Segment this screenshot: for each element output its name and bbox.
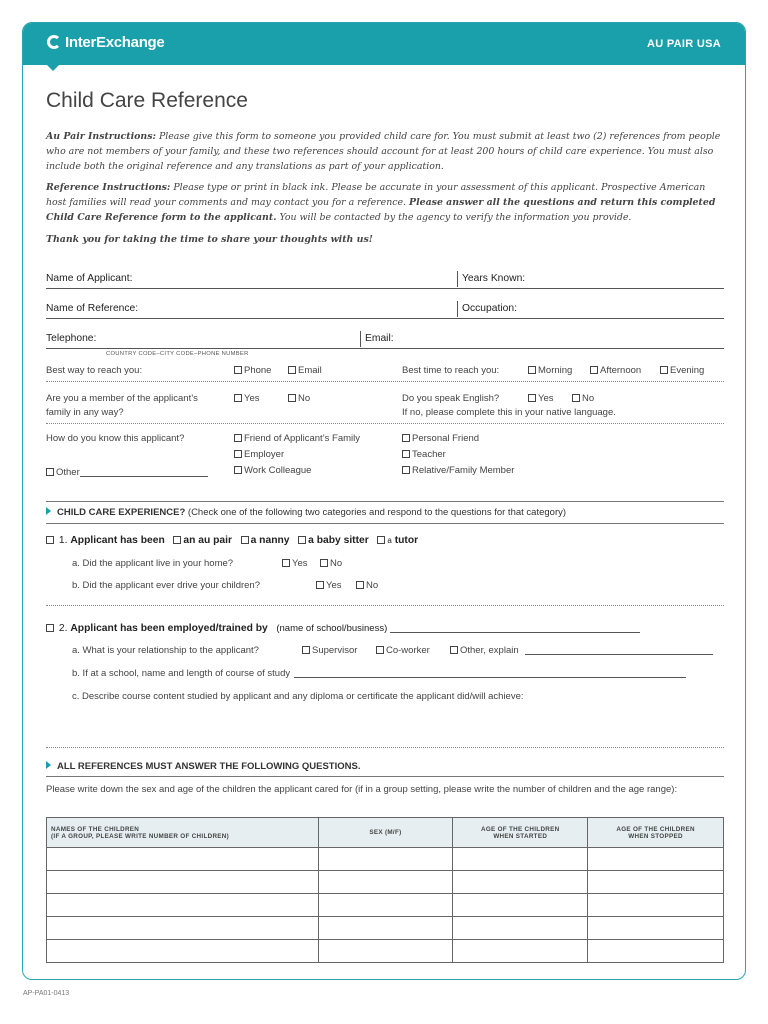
divider <box>457 271 458 287</box>
employer-option[interactable]: Employer <box>234 449 284 460</box>
logo-icon <box>47 35 61 49</box>
family-no-checkbox[interactable] <box>288 394 296 402</box>
occupation-label: Occupation: <box>462 303 517 314</box>
table-row <box>47 917 724 940</box>
tutor-checkbox[interactable] <box>377 536 385 544</box>
table-row <box>47 871 724 894</box>
employer-name-line[interactable] <box>390 632 640 633</box>
personal-friend-checkbox[interactable] <box>402 434 410 442</box>
teacher-option[interactable]: Teacher <box>402 449 446 460</box>
table-cell[interactable] <box>318 940 453 963</box>
table-cell[interactable] <box>318 871 453 894</box>
question-1b: b. Did the applicant ever drive your children? <box>72 580 260 591</box>
afternoon-option[interactable]: Afternoon <box>590 365 641 376</box>
evening-option[interactable]: Evening <box>660 365 704 376</box>
section-arrow-icon <box>46 761 51 769</box>
category-2[interactable]: 2. Applicant has been employed/trained by (name of school/business) <box>46 623 640 634</box>
table-cell[interactable] <box>588 894 724 917</box>
table-cell[interactable] <box>47 917 319 940</box>
evening-checkbox[interactable] <box>660 366 668 374</box>
table-cell[interactable] <box>588 940 724 963</box>
other-explain-line[interactable] <box>525 654 713 655</box>
telephone-label: Telephone: <box>46 333 97 344</box>
divider <box>360 331 361 347</box>
supervisor-option[interactable]: Supervisor <box>302 645 357 656</box>
years-known-label: Years Known: <box>462 273 526 284</box>
col-names: NAMES OF THE CHILDREN (IF A GROUP, PLEASE WRITE NUMBER OF CHILDREN) <box>47 818 319 848</box>
divider-rule <box>46 423 724 424</box>
category-1[interactable]: 1. Applicant has been an au pair a nanny a baby sitter a tutor <box>46 535 418 546</box>
table-cell[interactable] <box>453 848 588 871</box>
col-age-started: AGE OF THE CHILDREN WHEN STARTED <box>453 818 588 848</box>
q1b-no-checkbox[interactable] <box>356 581 364 589</box>
co-worker-checkbox[interactable] <box>376 646 384 654</box>
best-way-label: Best way to reach you: <box>46 365 143 376</box>
relationship-question: How do you know this applicant? <box>46 433 185 444</box>
other-option[interactable]: Other <box>46 467 208 478</box>
children-table <box>46 817 724 963</box>
other-checkbox[interactable] <box>46 468 54 476</box>
form-code: AP-PA01-0413 <box>23 990 70 997</box>
table-cell[interactable] <box>588 917 724 940</box>
family-yes-checkbox[interactable] <box>234 394 242 402</box>
category-2-checkbox[interactable] <box>46 624 54 632</box>
table-cell[interactable] <box>47 940 319 963</box>
table-cell[interactable] <box>588 871 724 894</box>
table-cell[interactable] <box>588 848 724 871</box>
nanny-checkbox[interactable] <box>241 536 249 544</box>
table-cell[interactable] <box>47 894 319 917</box>
reference-name-label: Name of Reference: <box>46 303 139 314</box>
table-cell[interactable] <box>47 871 319 894</box>
work-colleague-option[interactable]: Work Colleague <box>234 465 311 476</box>
form-frame <box>22 22 746 980</box>
table-cell[interactable] <box>453 917 588 940</box>
teacher-checkbox[interactable] <box>402 450 410 458</box>
question-2b: b. If at a school, name and length of course of study <box>72 668 686 679</box>
divider-rule <box>46 747 724 748</box>
other-explain-checkbox[interactable] <box>450 646 458 654</box>
afternoon-checkbox[interactable] <box>590 366 598 374</box>
co-worker-option[interactable]: Co-worker <box>376 645 430 656</box>
morning-checkbox[interactable] <box>528 366 536 374</box>
children-table-header <box>47 818 724 848</box>
header-bar <box>23 23 745 65</box>
program-label: AU PAIR USA <box>647 38 721 50</box>
morning-option[interactable]: Morning <box>528 365 572 376</box>
table-cell[interactable] <box>453 871 588 894</box>
best-time-label: Best time to reach you: <box>402 365 500 376</box>
col-age-stopped: AGE OF THE CHILDREN WHEN STOPPED <box>588 818 724 848</box>
baby-sitter-checkbox[interactable] <box>298 536 306 544</box>
thanks-note: Thank you for taking the time to share your thoughts with us! <box>46 234 373 245</box>
work-colleague-checkbox[interactable] <box>234 466 242 474</box>
applicant-name-row[interactable] <box>46 269 724 289</box>
other-explain-option[interactable]: Other, explain <box>450 645 713 656</box>
family-no-option[interactable]: No <box>288 393 310 404</box>
col-sex: SEX (M/F) <box>318 818 453 848</box>
divider-rule <box>46 381 724 382</box>
email-checkbox[interactable] <box>288 366 296 374</box>
q1a-yes-option[interactable]: Yes <box>282 558 308 569</box>
section-rule <box>46 501 724 502</box>
course-line[interactable] <box>294 677 686 678</box>
reference-instructions: Reference Instructions: Please type or print in black ink. Please be accurate in your assessment of this applicant. Prospective American host families will read your comments and may contact you for a reference. Please answer all the questions and return this completed Child Care Reference form to the applicant. You will be contacted by the agency to verify the information you provide. <box>46 182 716 223</box>
family-question-line1: Are you a member of the applicant’s <box>46 393 198 404</box>
phone-option[interactable]: Phone <box>234 365 271 376</box>
other-input-line[interactable] <box>80 476 208 477</box>
interexchange-logo: InterExchange <box>47 34 164 51</box>
table-row <box>47 940 724 963</box>
phone-format-hint: COUNTRY CODE–CITY CODE–PHONE NUMBER <box>106 351 249 357</box>
reference-name-row[interactable] <box>46 299 724 319</box>
question-2c: c. Describe course content studied by applicant and any diploma or certificate the applicant did/will achieve: <box>72 691 524 702</box>
english-no-checkbox[interactable] <box>572 394 580 402</box>
phone-checkbox[interactable] <box>234 366 242 374</box>
q1a-no-option[interactable]: No <box>320 558 342 569</box>
relative-option[interactable]: Relative/Family Member <box>402 465 514 476</box>
section-rule <box>46 523 724 524</box>
q1b-yes-option[interactable]: Yes <box>316 580 342 591</box>
english-yes-option[interactable]: Yes <box>528 393 554 404</box>
table-cell[interactable] <box>47 848 319 871</box>
table-cell[interactable] <box>453 894 588 917</box>
email-label: Email: <box>365 333 394 344</box>
english-note: If no, please complete this in your native language. <box>402 407 616 418</box>
friend-family-option[interactable]: Friend of Applicant’s Family <box>234 433 360 444</box>
section-arrow-icon <box>46 507 51 515</box>
english-yes-checkbox[interactable] <box>528 394 536 402</box>
q1a-no-checkbox[interactable] <box>320 559 328 567</box>
employer-checkbox[interactable] <box>234 450 242 458</box>
au-pair-checkbox[interactable] <box>173 536 181 544</box>
category-1-checkbox[interactable] <box>46 536 54 544</box>
au-pair-instructions: Au Pair Instructions: Please give this form to someone you provided child care for. You must submit at least two (2) references from people who are not members of your family, and these two references should account for at least 200 hours of child care experience. You must also include both the original reference and any translations as part of your application. <box>46 131 721 172</box>
telephone-row[interactable] <box>46 329 724 349</box>
all-refs-heading: ALL REFERENCES MUST ANSWER THE FOLLOWING QUESTIONS. <box>46 761 360 772</box>
family-yes-option[interactable]: Yes <box>234 393 260 404</box>
friend-family-checkbox[interactable] <box>234 434 242 442</box>
email-option[interactable]: Email <box>288 365 322 376</box>
family-question-line2: family in any way? <box>46 407 124 418</box>
supervisor-checkbox[interactable] <box>302 646 310 654</box>
section-rule <box>46 776 724 777</box>
table-cell[interactable] <box>318 894 453 917</box>
applicant-name-label: Name of Applicant: <box>46 273 133 284</box>
q1a-yes-checkbox[interactable] <box>282 559 290 567</box>
divider-rule <box>46 605 724 606</box>
q1b-yes-checkbox[interactable] <box>316 581 324 589</box>
divider <box>457 301 458 317</box>
children-intro: Please write down the sex and age of the children the applicant cared for (if in a group setting, please write the number of children and the age range): <box>46 784 678 795</box>
relative-checkbox[interactable] <box>402 466 410 474</box>
page-title: Child Care Reference <box>46 89 248 112</box>
table-cell[interactable] <box>318 917 453 940</box>
q1b-no-option[interactable]: No <box>356 580 378 591</box>
table-row <box>47 848 724 871</box>
header-notch <box>47 65 59 71</box>
experience-heading: CHILD CARE EXPERIENCE? (Check one of the following two categories and respond to the questions for that category) <box>46 507 566 518</box>
question-2a: a. What is your relationship to the applicant? <box>72 645 259 656</box>
question-1a: a. Did the applicant live in your home? <box>72 558 234 569</box>
english-question: Do you speak English? <box>402 393 500 404</box>
personal-friend-option[interactable]: Personal Friend <box>402 433 479 444</box>
table-row <box>47 894 724 917</box>
english-no-option[interactable]: No <box>572 393 594 404</box>
table-cell[interactable] <box>453 940 588 963</box>
table-cell[interactable] <box>318 848 453 871</box>
